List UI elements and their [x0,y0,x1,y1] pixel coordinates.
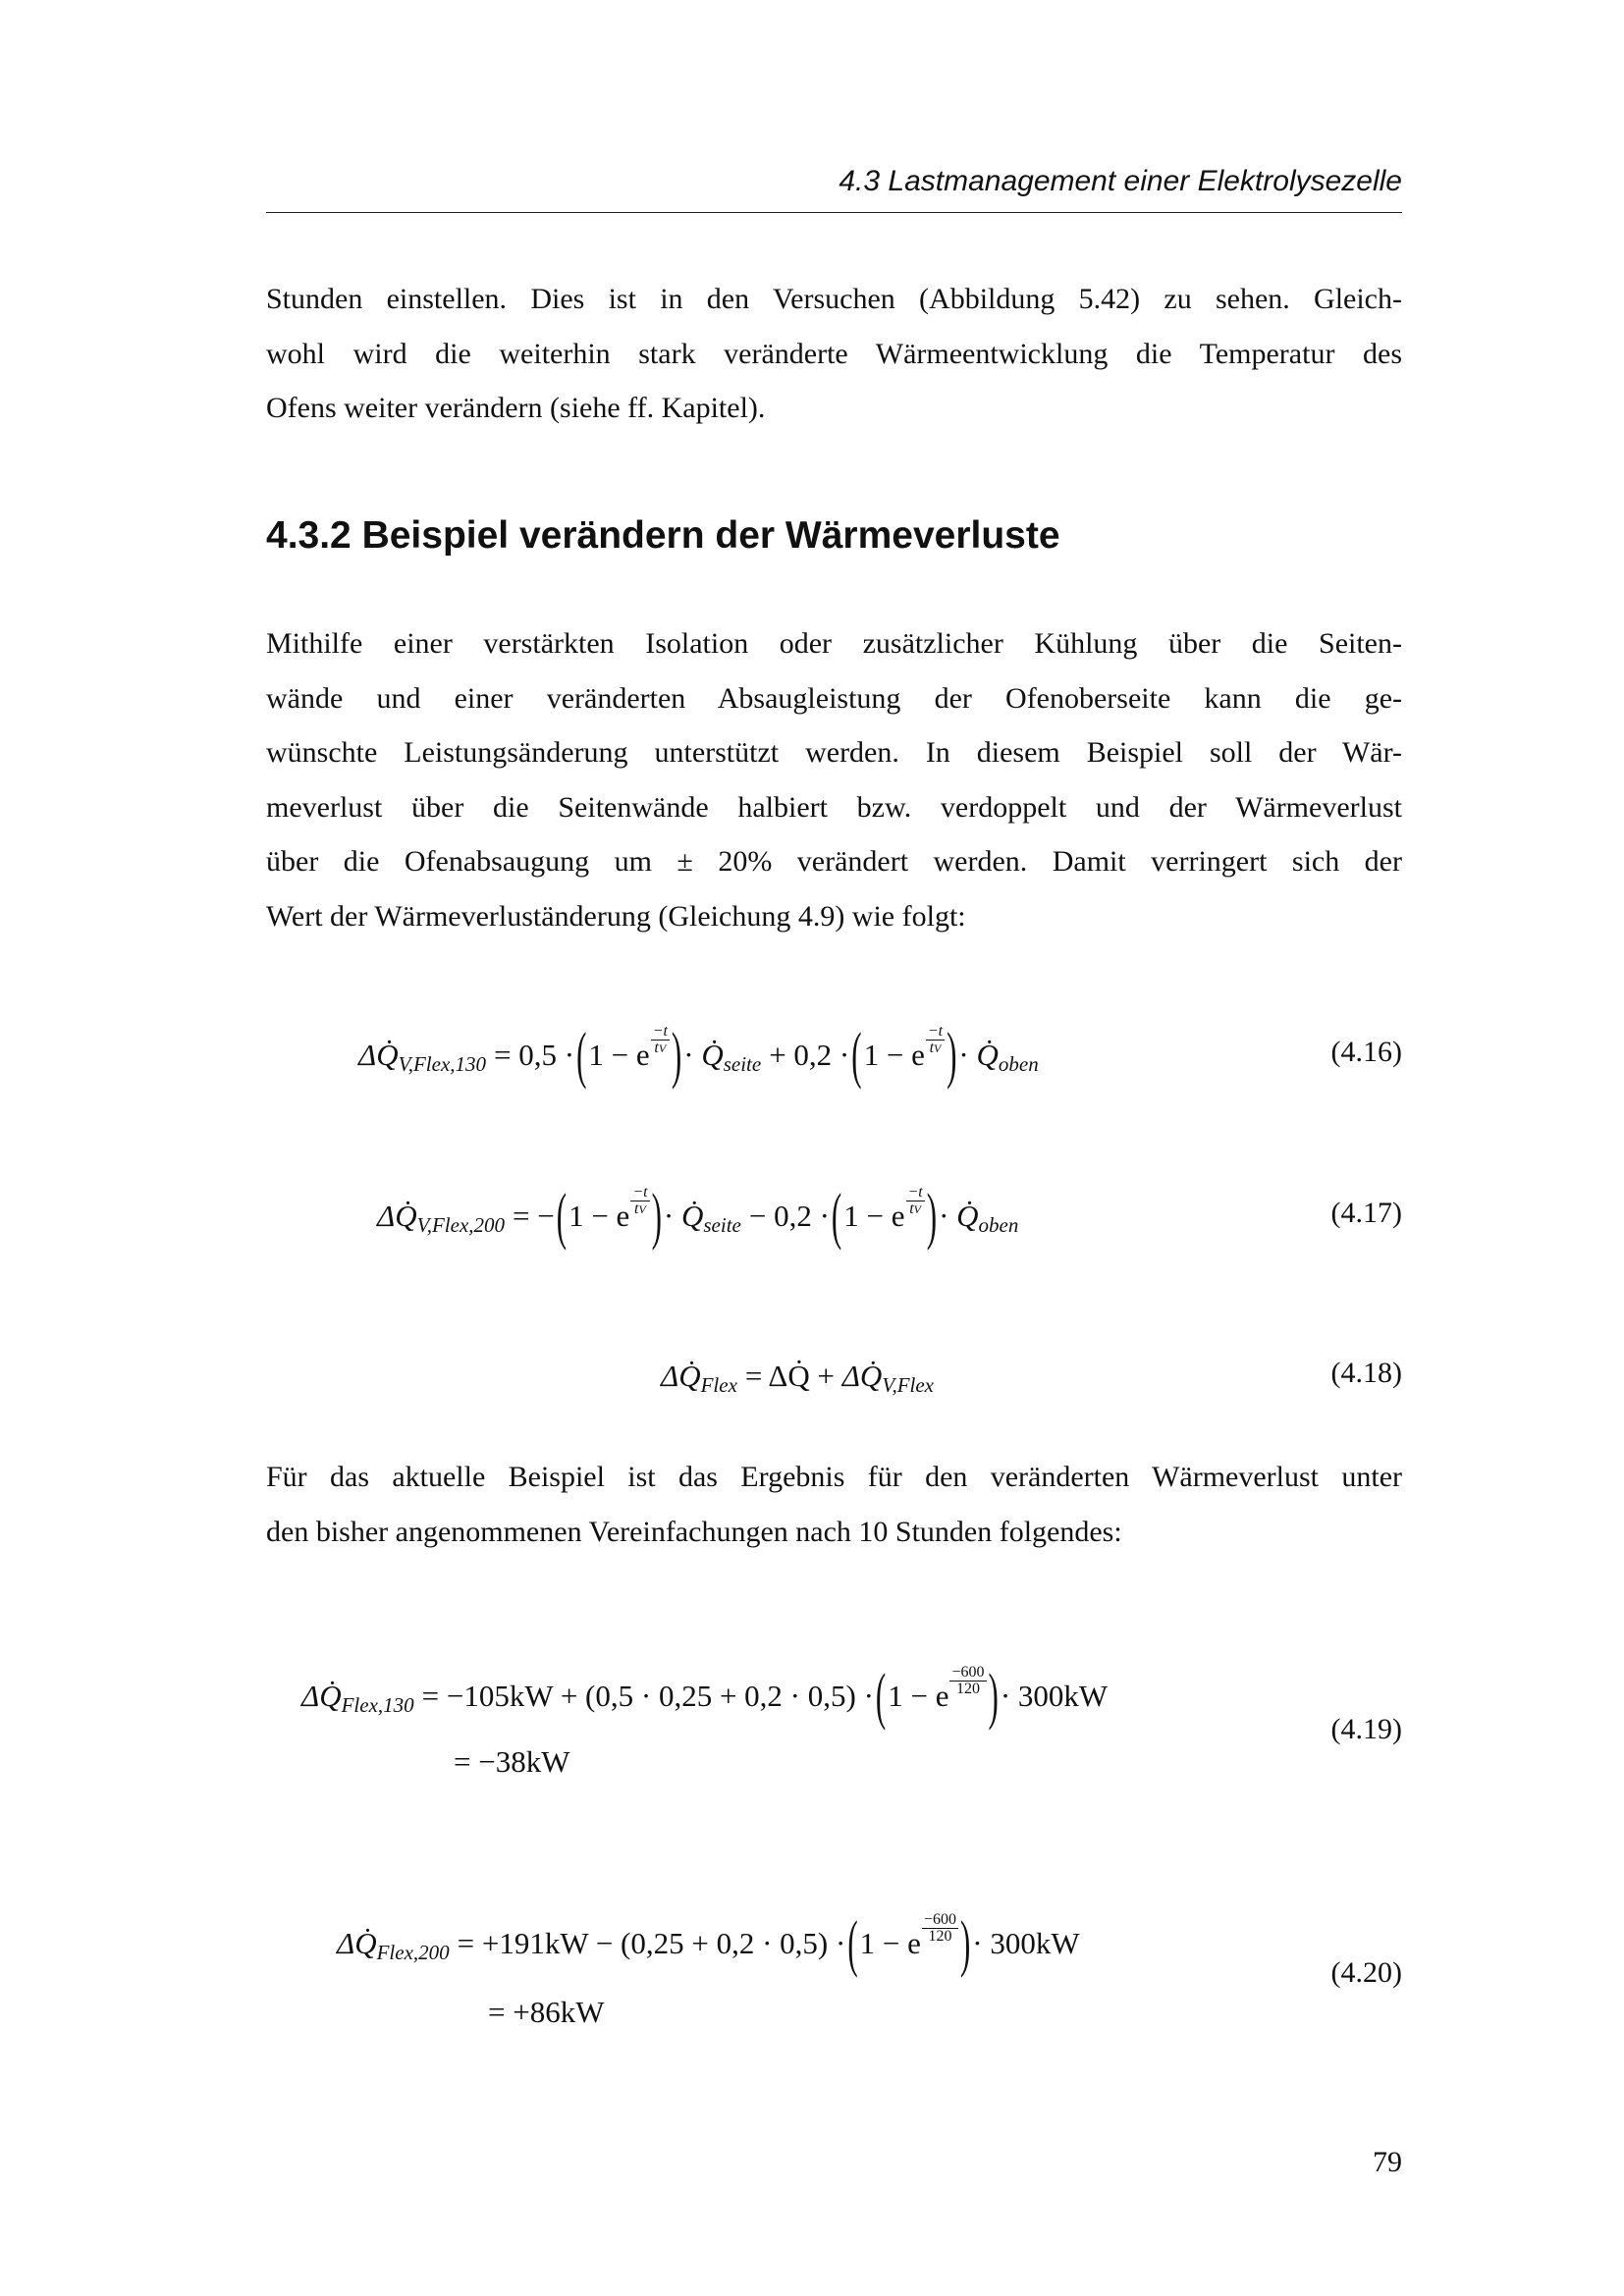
equation-number: (4.17) [1330,1197,1402,1229]
text-line: Ofens weiter verändern (siehe ff. Kapitel). [266,392,766,424]
math-term: 1 − e [888,1679,949,1713]
math-symbol: ΔQ̇ [301,1679,342,1713]
exponent-fraction [926,1024,945,1056]
exponent-fraction [651,1024,670,1056]
math-term: 1 − e [843,1199,905,1233]
math-operator: − 0,2 · [748,1199,830,1233]
exponent-numerator: −600 [951,1663,985,1681]
math-symbol: ΔQ̇ [661,1359,701,1393]
math-expression: · 300kW [1000,1679,1109,1713]
right-paren: ) [651,1179,662,1252]
text-line: Für das aktuelle Beispiel ist das Ergebnis für den veränderten Wärmeverlust unter [266,1461,1402,1493]
math-subscript: oben [978,1212,1019,1237]
exponent-denominator [654,1041,666,1056]
exponent-denominator: 120 [956,1680,980,1697]
page-number: 79 [1373,2146,1402,2178]
math-symbol: ΔQ̇ [377,1199,417,1233]
equation-4-20-line-1 [337,1904,1080,1983]
exponent-fraction [922,1912,958,1945]
exponent-numerator: −t [632,1183,648,1201]
exp-den-t: t [634,1200,639,1217]
right-paren: ) [959,1906,971,1979]
equation-4-18 [661,1337,934,1415]
math-term: 1 − e [859,1926,921,1960]
text-line: wohl wird die weiterhin stark veränderte Wärmeentwicklung die Temperatur des [266,337,1402,370]
math-symbol: ΔQ̇ [337,1926,377,1960]
right-paren: ) [988,1659,999,1732]
math-expression: = −105kW + (0,5 · 0,25 + 0,2 · 0,5) · [421,1679,874,1713]
header-rule [266,212,1402,213]
right-paren: ) [671,1018,682,1091]
math-term: 1 − e [568,1199,630,1233]
text-line: über die Ofenabsaugung um ± 20% verändert werden. Damit verringert sich der [266,845,1402,878]
equation-4-17 [377,1177,1018,1255]
left-paren: ( [847,1906,858,1979]
math-term: 1 − e [588,1038,650,1072]
math-subscript: Flex,130 [341,1692,414,1717]
equation-4-20-line-2 [488,1983,604,2042]
equation-4-19-line-1 [301,1657,1108,1735]
math-subscript: Flex [700,1372,737,1397]
exponent-fraction [906,1185,925,1217]
running-header: 4.3 Lastmanagement einer Elektrolysezelle [839,165,1402,197]
exp-den-sub: V [638,1201,646,1216]
equation-4-16 [358,1016,1039,1095]
exp-den-sub: V [934,1041,942,1055]
math-subscript: oben [998,1051,1039,1076]
exp-den-t: t [654,1039,659,1056]
exponent-fraction [949,1665,986,1697]
left-paren: ( [576,1018,587,1091]
paragraph-2 [266,616,1402,943]
text-line: Mithilfe einer verstärkten Isolation oder zusätzlicher Kühlung über die Seiten- [266,627,1402,660]
math-subscript: V,Flex,200 [416,1212,506,1237]
math-result: = −38kW [454,1744,570,1779]
right-paren: ) [947,1018,957,1091]
left-paren: ( [875,1659,887,1732]
math-result: = +86kW [488,1995,605,2029]
math-symbol: Q̇ [956,1199,979,1233]
left-paren: ( [556,1179,568,1252]
text-line: wünschte Leistungsänderung unterstützt werden. In diesem Beispiel soll der Wär- [266,736,1402,769]
math-dot: · [663,1199,675,1233]
math-symbol: ΔQ̇ [358,1038,399,1072]
left-paren: ( [831,1179,842,1252]
math-symbol: Q̇ [680,1199,704,1233]
equation-number: (4.19) [1330,1713,1402,1745]
exponent-fraction [630,1185,649,1217]
text-line: Wert der Wärmeverluständerung (Gleichung 4.9) wie folgt: [266,899,966,933]
exponent-denominator: 120 [928,1927,952,1945]
math-dot: · [683,1038,694,1072]
equation-4-19-line-2 [454,1733,569,1791]
math-operator: = ΔQ̇ + [744,1359,842,1393]
paragraph-1 [266,272,1402,436]
math-subscript: seite [723,1051,762,1076]
exp-den-t: t [909,1200,914,1217]
math-expression: · 300kW [972,1926,1080,1960]
math-symbol: ΔQ̇ [841,1359,883,1393]
text-line: meverlust über die Seitenwände halbiert bzw. verdoppelt und der Wärmeverlust [266,790,1402,824]
exponent-denominator [634,1201,646,1217]
exponent-numerator: −t [927,1022,944,1040]
equation-number: (4.20) [1330,1956,1402,1989]
equation-number: (4.16) [1330,1036,1402,1068]
equation-number: (4.18) [1330,1357,1402,1389]
exp-den-sub: V [913,1201,922,1216]
math-dot: · [939,1199,949,1233]
math-symbol: Q̇ [701,1038,724,1072]
math-expression: = +191kW − (0,25 + 0,2 · 0,5) · [457,1926,846,1960]
math-term: 1 − e [863,1038,925,1072]
math-subscript: seite [703,1212,741,1237]
exponent-numerator: −t [652,1022,668,1040]
exp-den-sub: V [658,1041,667,1055]
math-subscript: V,Flex [882,1372,935,1397]
math-operator: = − [513,1199,555,1233]
text-line: wände und einer veränderten Absaugleistung der Ofenoberseite kann die ge- [266,681,1402,715]
math-dot: · [958,1038,969,1072]
exponent-denominator [909,1201,921,1217]
left-paren: ( [851,1018,862,1091]
section-heading: 4.3.2 Beispiel verändern der Wärmeverluste [266,514,1060,557]
text-line: Stunden einstellen. Dies ist in den Versuchen (Abbildung 5.42) zu sehen. Gleich- [266,283,1402,315]
exponent-numerator: −t [907,1183,923,1201]
right-paren: ) [926,1179,938,1252]
math-subscript: V,Flex,130 [398,1051,487,1076]
math-subscript: Flex,200 [376,1940,450,1964]
math-operator: = 0,5 · [494,1038,575,1072]
paragraph-3 [266,1450,1402,1559]
math-operator: + 0,2 · [769,1038,850,1072]
exponent-numerator: −600 [923,1910,956,1928]
math-symbol: Q̇ [976,1038,999,1072]
exponent-denominator [930,1041,942,1056]
exp-den-t: t [929,1039,935,1056]
text-line: den bisher angenommenen Vereinfachungen nach 10 Stunden folgendes: [266,1515,1122,1548]
